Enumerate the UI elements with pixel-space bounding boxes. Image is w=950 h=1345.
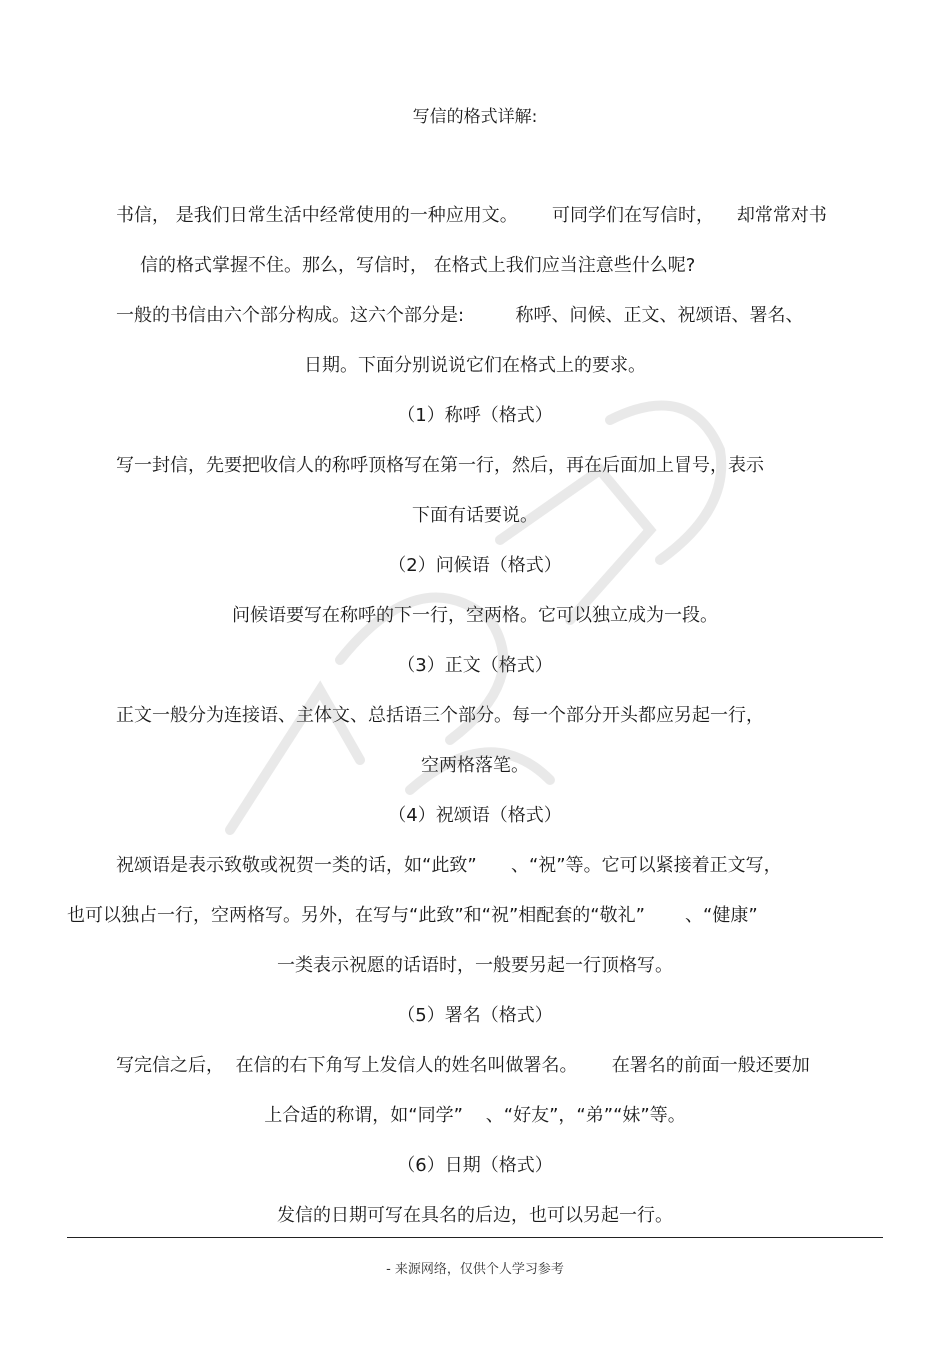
paragraph-line: 信的格式掌握不住。那么，写信时， 在格式上我们应当注意些什么呢? — [140, 255, 696, 276]
paragraph-line: 书信， 是我们日常生活中经常使用的一种应用文。 可同学们在写信时， 却常常对书 — [116, 205, 827, 226]
paragraph-line: 空两格落笔。 — [421, 755, 529, 776]
paragraph-line: 问候语要写在称呼的下一行，空两格。它可以独立成为一段。 — [232, 605, 718, 626]
footer-divider — [67, 1237, 883, 1238]
paragraph-line: 写完信之后， 在信的右下角写上发信人的姓名叫做署名。 在署名的前面一般还要加 — [116, 1055, 810, 1076]
paragraph-line: 正文一般分为连接语、主体文、总括语三个部分。每一个部分开头都应另起一行， — [116, 705, 764, 726]
section-heading: （1）称呼（格式） — [397, 405, 553, 426]
section-heading: （3）正文（格式） — [397, 655, 553, 676]
paragraph-line: 也可以独占一行，空两格写。另外，在写与“此致”和“祝”相配套的“敬礼” 、“健康” — [67, 905, 758, 926]
document-title: 写信的格式详解: — [412, 107, 538, 127]
paragraph-line: 写一封信，先要把收信人的称呼顶格写在第一行，然后，再在后面加上冒号，表示 — [116, 455, 764, 476]
section-heading: （4）祝颂语（格式） — [388, 805, 562, 826]
paragraph-line: 下面有话要说。 — [412, 505, 538, 526]
section-heading: （5）署名（格式） — [397, 1005, 553, 1026]
section-heading: （6）日期（格式） — [397, 1155, 553, 1176]
paragraph-line: 日期。下面分别说说它们在格式上的要求。 — [304, 355, 646, 376]
paragraph-line: 祝颂语是表示致敬或祝贺一类的话，如“此致” 、“祝”等。它可以紧接着正文写， — [116, 855, 782, 876]
paragraph-line: 上合适的称谓，如“同学” 、“好友”，“弟”“妹”等。 — [264, 1105, 686, 1126]
paragraph-line: 发信的日期可写在具名的后边，也可以另起一行。 — [277, 1205, 673, 1226]
paragraph-line: 一类表示祝愿的话语时，一般要另起一行顶格写。 — [277, 955, 673, 976]
section-heading: （2）问候语（格式） — [388, 555, 562, 576]
footer-note: - 来源网络，仅供个人学习参考 — [386, 1262, 564, 1277]
paragraph-line: 一般的书信由六个部分构成。这六个部分是: 称呼、问候、正文、祝颂语、署名、 — [116, 305, 804, 326]
